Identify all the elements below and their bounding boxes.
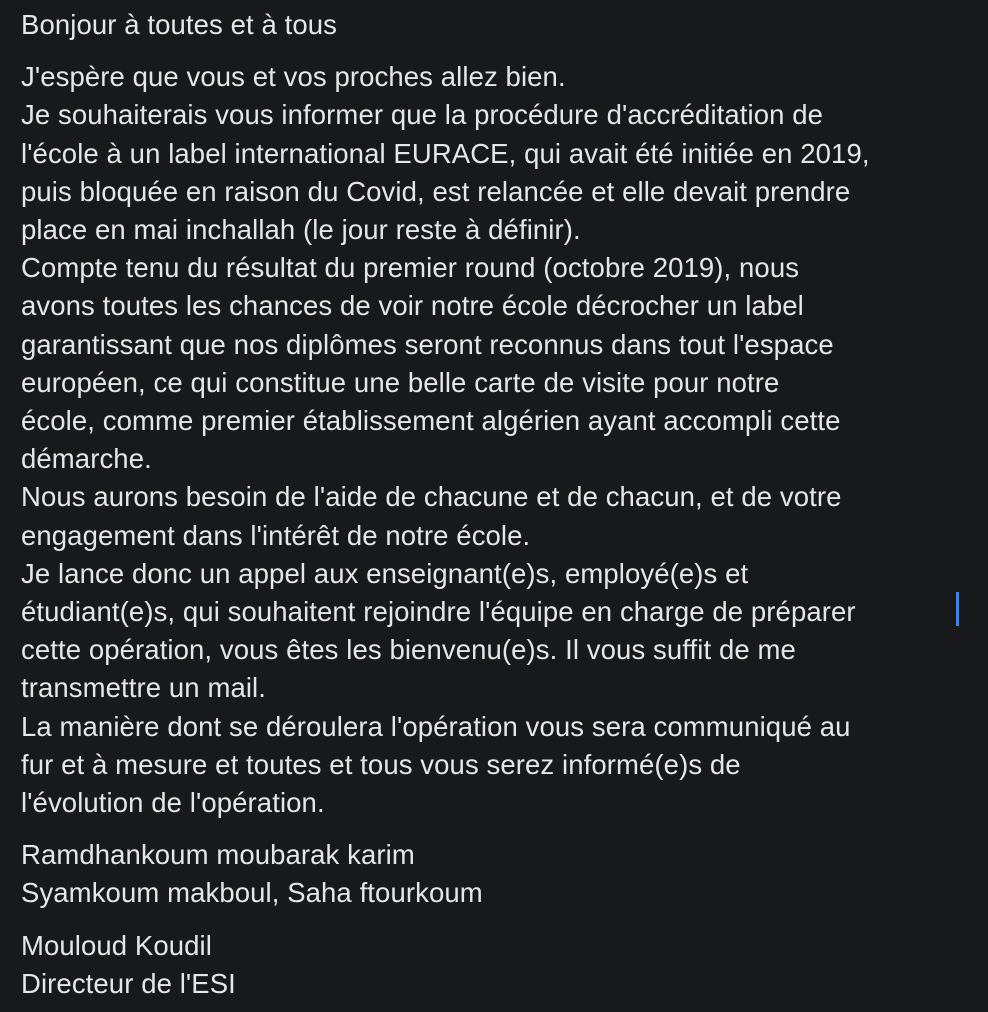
- signature-title: Directeur de l'ESI: [21, 967, 236, 999]
- body-line: l'école à un label international EURACE, qui avait été initiée en 2019,: [21, 137, 870, 169]
- closing-block: [21, 836, 981, 912]
- text-cursor: [956, 592, 959, 626]
- closing-line: Syamkoum makboul, Saha ftourkoum: [21, 877, 483, 909]
- body-line: avons toutes les chances de voir notre école décrocher un label: [21, 290, 804, 322]
- body-line: démarche.: [21, 443, 152, 475]
- body-line: Je lance donc un appel aux enseignant(e)s, employé(e)s et: [21, 557, 749, 589]
- body-line: garantissant que nos diplômes seront reconnus dans tout l'espace: [21, 328, 834, 360]
- message-body: [21, 58, 981, 822]
- body-line: étudiant(e)s, qui souhaitent rejoindre l'équipe en charge de préparer: [21, 596, 856, 628]
- body-line: puis bloquée en raison du Covid, est relancée et elle devait prendre: [21, 175, 851, 207]
- body-line: engagement dans l'intérêt de notre école.: [21, 519, 531, 551]
- greeting-line: Bonjour à toutes et à tous: [21, 9, 338, 40]
- body-line: place en mai inchallah (le jour reste à définir).: [21, 214, 581, 246]
- message-text[interactable]: [21, 6, 981, 1003]
- signature-name: Mouloud Koudil: [21, 929, 212, 961]
- body-line: Compte tenu du résultat du premier round (octobre 2019), nous: [21, 252, 800, 284]
- body-line: J'espère que vous et vos proches allez bien.: [21, 61, 566, 93]
- body-line: Je souhaiterais vous informer que la procédure d'accréditation de: [21, 99, 824, 131]
- body-line: fur et à mesure et toutes et tous vous serez informé(e)s de: [21, 748, 741, 780]
- closing-line: Ramdhankoum moubarak karim: [21, 839, 415, 871]
- body-line: école, comme premier établissement algérien ayant accompli cette: [21, 405, 841, 437]
- body-line: européen, ce qui constitue une belle carte de visite pour notre: [21, 366, 780, 398]
- signature-block: [21, 927, 981, 1003]
- body-line: Nous aurons besoin de l'aide de chacune et de chacun, et de votre: [21, 481, 842, 513]
- body-line: La manière dont se déroulera l'opération vous sera communiqué au: [21, 710, 851, 742]
- body-line: transmettre un mail.: [21, 672, 267, 704]
- body-line: l'évolution de l'opération.: [21, 787, 325, 819]
- body-line: cette opération, vous êtes les bienvenu(e)s. Il vous suffit de me: [21, 634, 796, 666]
